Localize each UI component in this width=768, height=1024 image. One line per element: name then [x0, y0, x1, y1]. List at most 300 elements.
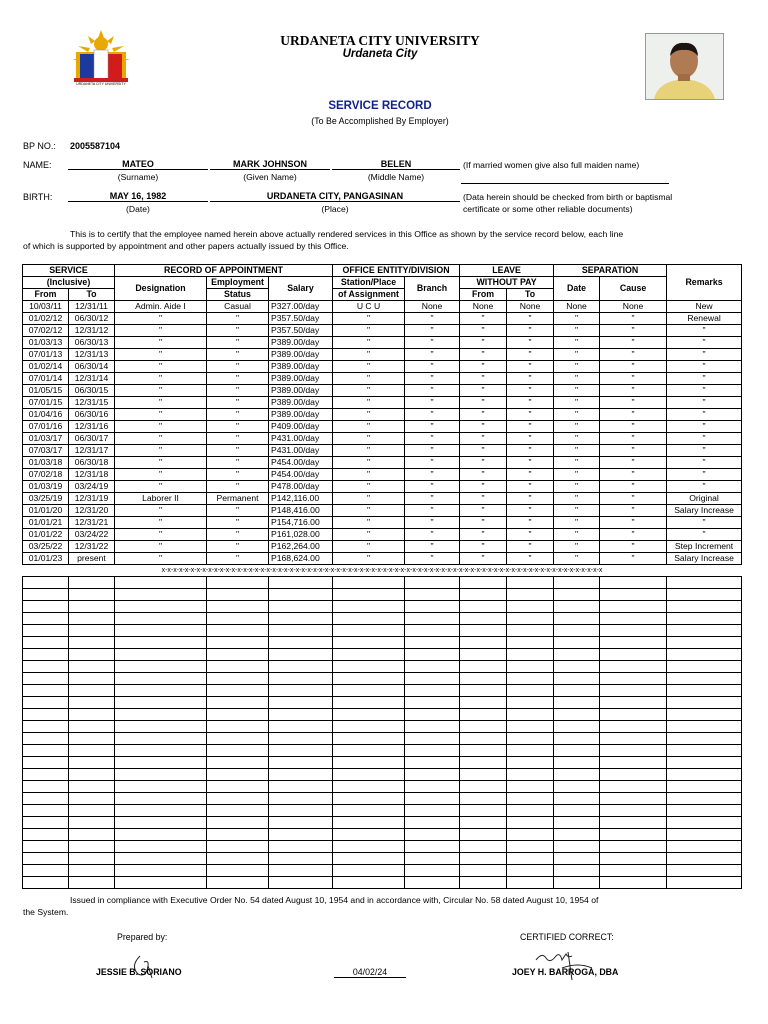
blank-cell	[69, 757, 115, 769]
blank-cell	[667, 841, 742, 853]
blank-cell	[333, 781, 405, 793]
blank-cell	[23, 745, 69, 757]
cell-from: 07/01/16	[23, 421, 69, 433]
blank-cell	[207, 757, 269, 769]
cell-from: 01/03/13	[23, 337, 69, 349]
blank-cell	[600, 625, 667, 637]
cell-sep-date: "	[554, 397, 600, 409]
certification-line-1: This is to certify that the employee named herein above actually rendered services in this Office as shown by the service record below, each line	[70, 229, 624, 239]
blank-cell	[554, 637, 600, 649]
blank-cell	[554, 745, 600, 757]
blank-cell	[554, 589, 600, 601]
blank-cell	[667, 769, 742, 781]
blank-cell	[554, 661, 600, 673]
header-assignment: of Assignment	[333, 289, 405, 301]
blank-cell	[333, 841, 405, 853]
cell-from: 01/03/18	[23, 457, 69, 469]
cell-designation: "	[115, 445, 207, 457]
cell-station: "	[333, 445, 405, 457]
cell-leave-to: "	[507, 553, 554, 565]
cell-leave-from: None	[460, 301, 507, 313]
blank-row	[23, 841, 742, 853]
cell-branch: "	[405, 541, 460, 553]
cell-leave-to: "	[507, 337, 554, 349]
cell-status: "	[207, 469, 269, 481]
blank-cell	[23, 817, 69, 829]
cell-status: "	[207, 349, 269, 361]
blank-cell	[23, 649, 69, 661]
cell-designation: "	[115, 553, 207, 565]
blank-cell	[115, 841, 207, 853]
blank-cell	[600, 865, 667, 877]
blank-cell	[507, 853, 554, 865]
cell-sep-cause: "	[600, 553, 667, 565]
cell-salary: P431.00/day	[269, 445, 333, 457]
blank-cell	[460, 577, 507, 589]
cell-leave-from: "	[460, 373, 507, 385]
cell-designation: "	[115, 505, 207, 517]
cell-salary: P389.00/day	[269, 373, 333, 385]
blank-cell	[207, 637, 269, 649]
blank-cell	[115, 673, 207, 685]
cell-status: "	[207, 433, 269, 445]
blank-cell	[23, 589, 69, 601]
blank-cell	[405, 709, 460, 721]
blank-cell	[600, 793, 667, 805]
blank-cell	[69, 685, 115, 697]
cell-from: 07/02/18	[23, 469, 69, 481]
cell-status: "	[207, 457, 269, 469]
blank-cell	[269, 613, 333, 625]
blank-cell	[269, 817, 333, 829]
blank-cell	[667, 853, 742, 865]
blank-cell	[23, 685, 69, 697]
blank-cell	[333, 673, 405, 685]
blank-cell	[405, 685, 460, 697]
header-station: Station/Place	[333, 277, 405, 289]
cell-salary: P168,624.00	[269, 553, 333, 565]
blank-cell	[269, 745, 333, 757]
table-row	[23, 505, 742, 517]
header-inclusive: (Inclusive)	[23, 277, 115, 289]
blank-row	[23, 757, 742, 769]
blank-cell	[115, 793, 207, 805]
blank-cell	[115, 757, 207, 769]
blank-cell	[69, 745, 115, 757]
blank-cell	[667, 601, 742, 613]
blank-row	[23, 829, 742, 841]
blank-cell	[115, 817, 207, 829]
cell-branch: "	[405, 325, 460, 337]
blank-cell	[23, 853, 69, 865]
blank-cell	[69, 673, 115, 685]
cell-branch: "	[405, 337, 460, 349]
cell-leave-from: "	[460, 517, 507, 529]
cell-designation: "	[115, 433, 207, 445]
birth-date-value: MAY 16, 1982	[68, 191, 208, 202]
blank-cell	[554, 805, 600, 817]
cell-from: 07/02/12	[23, 325, 69, 337]
cell-branch: None	[405, 301, 460, 313]
blank-cell	[600, 685, 667, 697]
blank-cell	[554, 757, 600, 769]
cell-leave-from: "	[460, 325, 507, 337]
blank-cell	[69, 793, 115, 805]
blank-cell	[115, 853, 207, 865]
blank-cell	[507, 841, 554, 853]
cell-from: 07/03/17	[23, 445, 69, 457]
blank-cell	[23, 601, 69, 613]
blank-cell	[554, 613, 600, 625]
cell-designation: Admin. Aide I	[115, 301, 207, 313]
blank-cell	[207, 685, 269, 697]
cell-branch: "	[405, 433, 460, 445]
blank-cell	[405, 649, 460, 661]
blank-cell	[405, 625, 460, 637]
blank-cell	[507, 721, 554, 733]
blank-cell	[667, 685, 742, 697]
header-record-appointment: RECORD OF APPOINTMENT	[115, 265, 333, 277]
cell-sep-cause: "	[600, 325, 667, 337]
blank-cell	[115, 709, 207, 721]
blank-cell	[69, 649, 115, 661]
table-row	[23, 337, 742, 349]
blank-cell	[207, 649, 269, 661]
blank-cell	[507, 697, 554, 709]
table-row	[23, 373, 742, 385]
blank-cell	[23, 841, 69, 853]
birth-date-caption: (Date)	[126, 204, 150, 214]
blank-cell	[207, 733, 269, 745]
cell-sep-cause: "	[600, 481, 667, 493]
blank-cell	[269, 721, 333, 733]
blank-cell	[460, 613, 507, 625]
blank-cell	[115, 685, 207, 697]
cell-status: "	[207, 541, 269, 553]
header-sep-date: Date	[554, 277, 600, 301]
blank-row	[23, 817, 742, 829]
cell-leave-to: "	[507, 409, 554, 421]
cell-remarks: Renewal	[667, 313, 742, 325]
cell-sep-cause: "	[600, 361, 667, 373]
cell-remarks: "	[667, 457, 742, 469]
cell-from: 01/01/23	[23, 553, 69, 565]
blank-cell	[405, 781, 460, 793]
blank-cell	[507, 673, 554, 685]
cell-sep-date: "	[554, 361, 600, 373]
cell-designation: "	[115, 385, 207, 397]
blank-cell	[269, 649, 333, 661]
table-row	[23, 493, 742, 505]
cell-leave-to: "	[507, 493, 554, 505]
blank-cell	[554, 793, 600, 805]
header-branch: Branch	[405, 277, 460, 301]
cell-remarks: "	[667, 337, 742, 349]
blank-cell	[460, 661, 507, 673]
blank-cell	[207, 601, 269, 613]
blank-cell	[507, 865, 554, 877]
middle-name-caption: (Middle Name)	[367, 172, 425, 182]
date-prepared: 04/02/24	[334, 967, 406, 978]
blank-cell	[269, 793, 333, 805]
blank-cell	[333, 877, 405, 889]
cell-salary: P154,716.00	[269, 517, 333, 529]
table-row	[23, 421, 742, 433]
cell-salary: P357.50/day	[269, 313, 333, 325]
blank-cell	[507, 757, 554, 769]
birth-place-value: URDANETA CITY, PANGASINAN	[210, 191, 460, 202]
blank-cell	[269, 661, 333, 673]
blank-cell	[405, 793, 460, 805]
table-row	[23, 313, 742, 325]
cell-sep-date: "	[554, 553, 600, 565]
cell-status: "	[207, 421, 269, 433]
blank-cell	[115, 745, 207, 757]
blank-cell	[69, 733, 115, 745]
cell-sep-cause: "	[600, 373, 667, 385]
blank-cell	[405, 661, 460, 673]
cell-leave-to: "	[507, 481, 554, 493]
cell-station: "	[333, 541, 405, 553]
blank-cell	[600, 601, 667, 613]
blank-cell	[115, 769, 207, 781]
cell-sep-date: "	[554, 541, 600, 553]
blank-cell	[115, 865, 207, 877]
blank-cell	[507, 601, 554, 613]
cell-to: 06/30/16	[69, 409, 115, 421]
blank-cell	[207, 853, 269, 865]
blank-cell	[333, 577, 405, 589]
cell-branch: "	[405, 529, 460, 541]
blank-cell	[23, 625, 69, 637]
blank-cell	[460, 649, 507, 661]
cell-station: "	[333, 481, 405, 493]
header-office-entity: OFFICE ENTITY/DIVISION	[333, 265, 460, 277]
blank-cell	[115, 589, 207, 601]
blank-cell	[405, 589, 460, 601]
cell-sep-date: None	[554, 301, 600, 313]
cell-sep-date: "	[554, 313, 600, 325]
blank-cell	[23, 673, 69, 685]
cell-sep-cause: "	[600, 337, 667, 349]
blank-cell	[207, 865, 269, 877]
cell-remarks: Original	[667, 493, 742, 505]
blank-cell	[405, 601, 460, 613]
cell-salary: P389.00/day	[269, 349, 333, 361]
blank-cell	[269, 781, 333, 793]
blank-row	[23, 865, 742, 877]
cell-designation: Laborer II	[115, 493, 207, 505]
cell-designation: "	[115, 373, 207, 385]
cell-station: "	[333, 313, 405, 325]
blank-cell	[554, 577, 600, 589]
cell-remarks: "	[667, 445, 742, 457]
cell-sep-date: "	[554, 529, 600, 541]
table-row	[23, 349, 742, 361]
blank-cell	[600, 769, 667, 781]
blank-cell	[460, 685, 507, 697]
blank-row	[23, 649, 742, 661]
blank-cell	[507, 745, 554, 757]
table-row	[23, 385, 742, 397]
cell-salary: P389.00/day	[269, 397, 333, 409]
blank-cell	[554, 769, 600, 781]
cell-from: 03/25/19	[23, 493, 69, 505]
table-row	[23, 409, 742, 421]
blank-cell	[460, 853, 507, 865]
blank-cell	[207, 817, 269, 829]
cell-from: 10/03/11	[23, 301, 69, 313]
blank-cell	[269, 865, 333, 877]
blank-cell	[269, 853, 333, 865]
compliance-line-1: Issued in compliance with Executive Order No. 54 dated August 10, 1954 and in accordance with, Circular No. 58 dated August 10, 1954 of	[70, 895, 599, 905]
blank-cell	[207, 673, 269, 685]
blank-cell	[405, 841, 460, 853]
blank-cell	[600, 649, 667, 661]
blank-cell	[554, 697, 600, 709]
surname-caption: (Surname)	[117, 172, 159, 182]
cell-designation: "	[115, 349, 207, 361]
blank-cell	[667, 637, 742, 649]
cell-from: 07/01/13	[23, 349, 69, 361]
header-leave: LEAVE	[460, 265, 554, 277]
cell-leave-from: "	[460, 493, 507, 505]
blank-cell	[460, 697, 507, 709]
blank-cell	[23, 769, 69, 781]
blank-cell	[115, 829, 207, 841]
cell-branch: "	[405, 505, 460, 517]
header-from: From	[23, 289, 69, 301]
blank-cell	[405, 853, 460, 865]
blank-cell	[507, 829, 554, 841]
cell-station: "	[333, 349, 405, 361]
cell-status: "	[207, 505, 269, 517]
cell-branch: "	[405, 481, 460, 493]
cell-sep-date: "	[554, 457, 600, 469]
header-without-pay: WITHOUT PAY	[460, 277, 554, 289]
blank-cell	[554, 817, 600, 829]
blank-cell	[69, 853, 115, 865]
blank-cell	[333, 757, 405, 769]
blank-cell	[600, 613, 667, 625]
blank-cell	[600, 673, 667, 685]
blank-cell	[554, 649, 600, 661]
certifier-name: JOEY H. BARROGA, DBA	[512, 967, 619, 977]
table-row	[23, 553, 742, 565]
cell-remarks: "	[667, 385, 742, 397]
cell-leave-to: "	[507, 325, 554, 337]
middle-name-value: BELEN	[332, 159, 460, 170]
header-leave-to: To	[507, 289, 554, 301]
cell-salary: P148,416.00	[269, 505, 333, 517]
cell-branch: "	[405, 313, 460, 325]
cell-from: 07/01/15	[23, 397, 69, 409]
cell-to: 12/31/20	[69, 505, 115, 517]
cell-sep-date: "	[554, 445, 600, 457]
blank-cell	[600, 637, 667, 649]
cell-leave-from: "	[460, 421, 507, 433]
cell-remarks: "	[667, 421, 742, 433]
blank-cell	[405, 673, 460, 685]
table-row	[23, 457, 742, 469]
end-of-record-marker: x-x-x-x-x-x-x-x-x-x-x-x-x-x-x-x-x-x-x-x-x-x-x-x-x-x-x-x-x-x-x-x-x-x-x-x-x-x-x-x-x-x-x-x-x-x-x-x-x-x-x-x-x-x-x-x-x-x-x-x-x-x-x-x-x-x-x-x-x-x-x-x-x-x-x-x	[161, 567, 603, 574]
cell-designation: "	[115, 397, 207, 409]
cell-from: 01/03/19	[23, 481, 69, 493]
blank-cell	[69, 805, 115, 817]
surname-value: MATEO	[68, 159, 208, 170]
cell-sep-date: "	[554, 469, 600, 481]
blank-cell	[69, 817, 115, 829]
blank-cell	[207, 577, 269, 589]
blank-row	[23, 577, 742, 589]
cell-leave-to: "	[507, 373, 554, 385]
blank-row	[23, 601, 742, 613]
cell-station: "	[333, 385, 405, 397]
blank-cell	[554, 709, 600, 721]
birth-note-2: certificate or some other reliable documents)	[463, 204, 633, 214]
blank-cell	[23, 709, 69, 721]
cell-station: "	[333, 325, 405, 337]
cell-remarks: "	[667, 325, 742, 337]
cell-status: "	[207, 481, 269, 493]
cell-leave-from: "	[460, 385, 507, 397]
blank-cell	[115, 637, 207, 649]
cell-sep-cause: "	[600, 445, 667, 457]
blank-cell	[667, 877, 742, 889]
blank-cell	[207, 793, 269, 805]
blank-cell	[554, 685, 600, 697]
blank-cell	[507, 661, 554, 673]
cell-salary: P431.00/day	[269, 433, 333, 445]
blank-cell	[333, 721, 405, 733]
blank-row	[23, 793, 742, 805]
blank-cell	[23, 805, 69, 817]
blank-cell	[507, 589, 554, 601]
cell-designation: "	[115, 469, 207, 481]
blank-cell	[333, 829, 405, 841]
blank-cell	[600, 733, 667, 745]
blank-cell	[600, 697, 667, 709]
cell-status: "	[207, 337, 269, 349]
blank-cell	[667, 661, 742, 673]
blank-cell	[600, 721, 667, 733]
cell-to: 12/31/18	[69, 469, 115, 481]
cell-sep-cause: "	[600, 349, 667, 361]
cell-designation: "	[115, 517, 207, 529]
cell-remarks: "	[667, 349, 742, 361]
certification-line-2: of which is supported by appointment and other papers actually issued by this Office.	[23, 241, 349, 251]
cell-salary: P389.00/day	[269, 385, 333, 397]
blank-cell	[405, 577, 460, 589]
header-sep-cause: Cause	[600, 277, 667, 301]
cell-remarks: "	[667, 481, 742, 493]
cell-leave-from: "	[460, 409, 507, 421]
blank-cell	[600, 661, 667, 673]
cell-salary: P454.00/day	[269, 457, 333, 469]
cell-branch: "	[405, 385, 460, 397]
blank-cell	[269, 829, 333, 841]
blank-cell	[207, 829, 269, 841]
blank-cell	[600, 853, 667, 865]
blank-cell	[405, 613, 460, 625]
blank-cell	[69, 769, 115, 781]
blank-row	[23, 781, 742, 793]
blank-cell	[269, 577, 333, 589]
cell-to: 06/30/17	[69, 433, 115, 445]
cell-sep-cause: "	[600, 397, 667, 409]
cell-leave-from: "	[460, 529, 507, 541]
cell-remarks: "	[667, 517, 742, 529]
